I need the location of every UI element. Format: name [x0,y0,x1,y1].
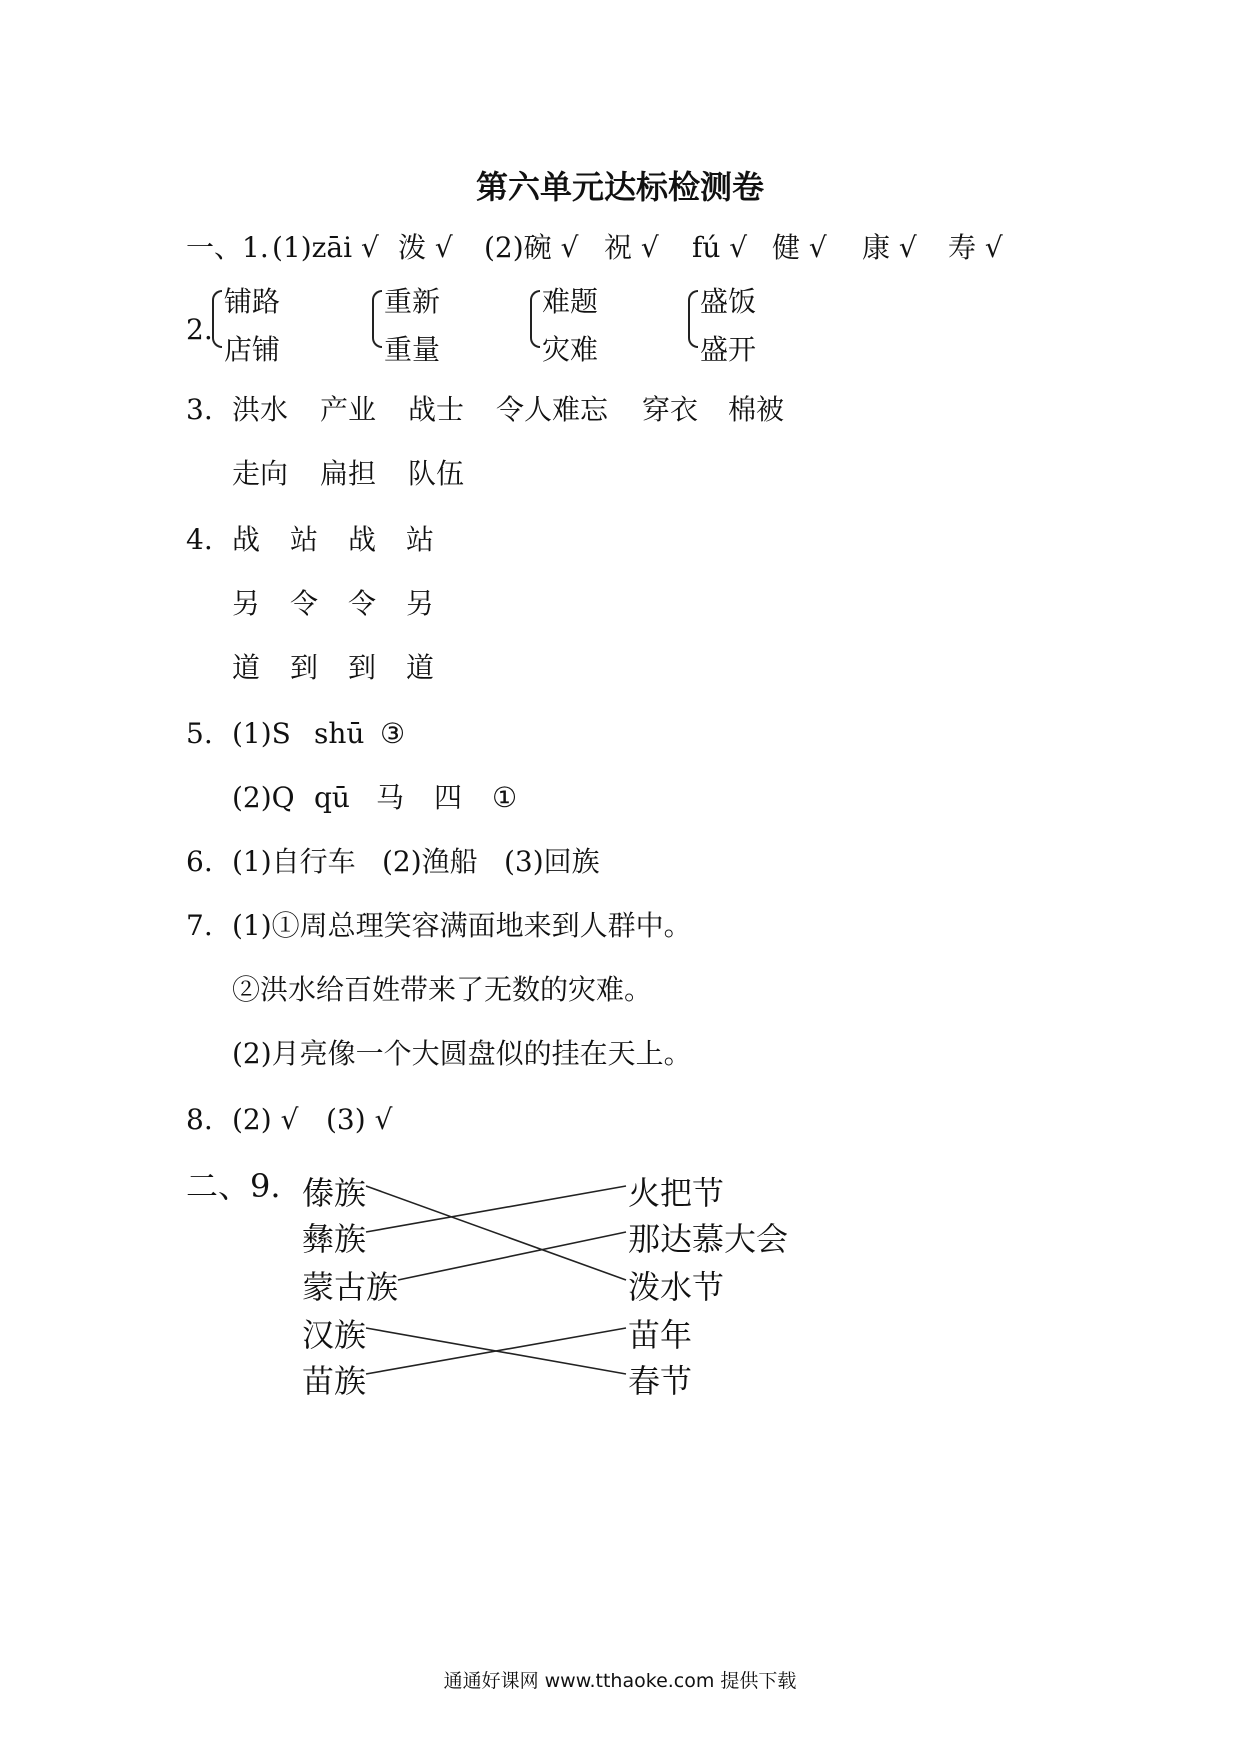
q6-label: 6. [186,845,213,878]
q1-item: 康 √ [862,231,917,264]
q9-left-item: 蒙古族 [302,1268,399,1306]
q9-right-item: 那达慕大会 [628,1220,789,1258]
q9-right-item: 泼水节 [628,1268,725,1306]
q8-label: 8. [186,1103,213,1136]
q3-word: 走向 [232,457,289,490]
q3-word: 产业 [320,393,377,426]
q2-word: 难题 [542,285,599,318]
q5-item: ③ [380,717,406,750]
q9-left-item: 汉族 [302,1316,367,1354]
q9-left-item: 傣族 [302,1174,367,1212]
q2-word: 铺路 [224,285,281,318]
q4-char: 令 [348,587,377,620]
q1-label: 一、1. [186,231,269,264]
q9-right-item: 苗年 [628,1316,693,1354]
q7-line: ②洪水给百姓带来了无数的灾难。 [232,973,653,1006]
q5-label: 5. [186,717,213,750]
q1-item: 寿 √ [948,231,1003,264]
q7-label: 7. [186,909,213,942]
q4-char: 道 [232,651,261,684]
q4-char: 道 [406,651,435,684]
q5-item: 马 [376,781,405,814]
q4-char: 战 [348,523,377,556]
q5-item: qū [314,781,350,814]
q2-word: 盛开 [700,333,757,366]
q2-word: 盛饭 [700,285,757,318]
q4-char: 另 [406,587,435,620]
q6-item: (2)渔船 [382,845,478,878]
q5-item: (1)S [232,717,291,750]
footer-credit: 通通好课网 www.tthaoke.com 提供下载 [443,1670,797,1692]
q2-word: 店铺 [224,333,281,366]
q2-label: 2. [186,313,213,346]
q9-left-item: 彝族 [302,1220,367,1258]
q2-word: 重量 [384,333,441,366]
q3-word: 战士 [408,393,465,426]
q3-word: 洪水 [232,393,289,426]
q3-word: 扁担 [320,457,377,490]
match-line [366,1186,626,1232]
q4-char: 令 [290,587,319,620]
q4-char: 站 [406,523,435,556]
q6-item: (3)回族 [504,845,600,878]
q4-label: 4. [186,523,213,556]
q2-word: 重新 [384,285,441,318]
q1-item: 泼 √ [398,231,453,264]
q1-item: 健 √ [772,231,827,264]
q9-left-item: 苗族 [302,1362,367,1400]
q5-item: 四 [434,781,463,814]
q8-item: (3) √ [326,1103,393,1136]
q7-line: (2)月亮像一个大圆盘似的挂在天上。 [232,1037,692,1070]
q4-char: 到 [290,651,319,684]
q4-char: 到 [348,651,377,684]
q8-item: (2) √ [232,1103,299,1136]
q3-word: 穿衣 [642,393,699,426]
q9-right-item: 春节 [628,1362,693,1400]
q4-char: 站 [290,523,319,556]
q1-item: fú √ [692,231,748,264]
q3-label: 3. [186,393,213,426]
q5-item: shū [314,717,365,750]
q3-word: 棉被 [728,393,785,426]
q5-item: (2)Q [232,781,295,814]
q3-word: 令人难忘 [496,393,609,426]
q1-item: 祝 √ [604,231,659,264]
q1-item: (2)碗 √ [484,231,579,264]
q4-char: 战 [232,523,261,556]
q7-line: (1)①周总理笑容满面地来到人群中。 [232,909,692,942]
q9-right-item: 火把节 [628,1174,725,1212]
page-title: 第六单元达标检测卷 [475,168,764,206]
q3-word: 队伍 [408,457,465,490]
q6-item: (1)自行车 [232,845,356,878]
q1-item: (1)zāi √ [272,231,379,264]
q5-item: ① [492,781,518,814]
match-line [366,1186,626,1280]
q2-word: 灾难 [542,333,599,366]
q4-char: 另 [232,587,261,620]
q9-label: 二、9. [186,1167,281,1205]
